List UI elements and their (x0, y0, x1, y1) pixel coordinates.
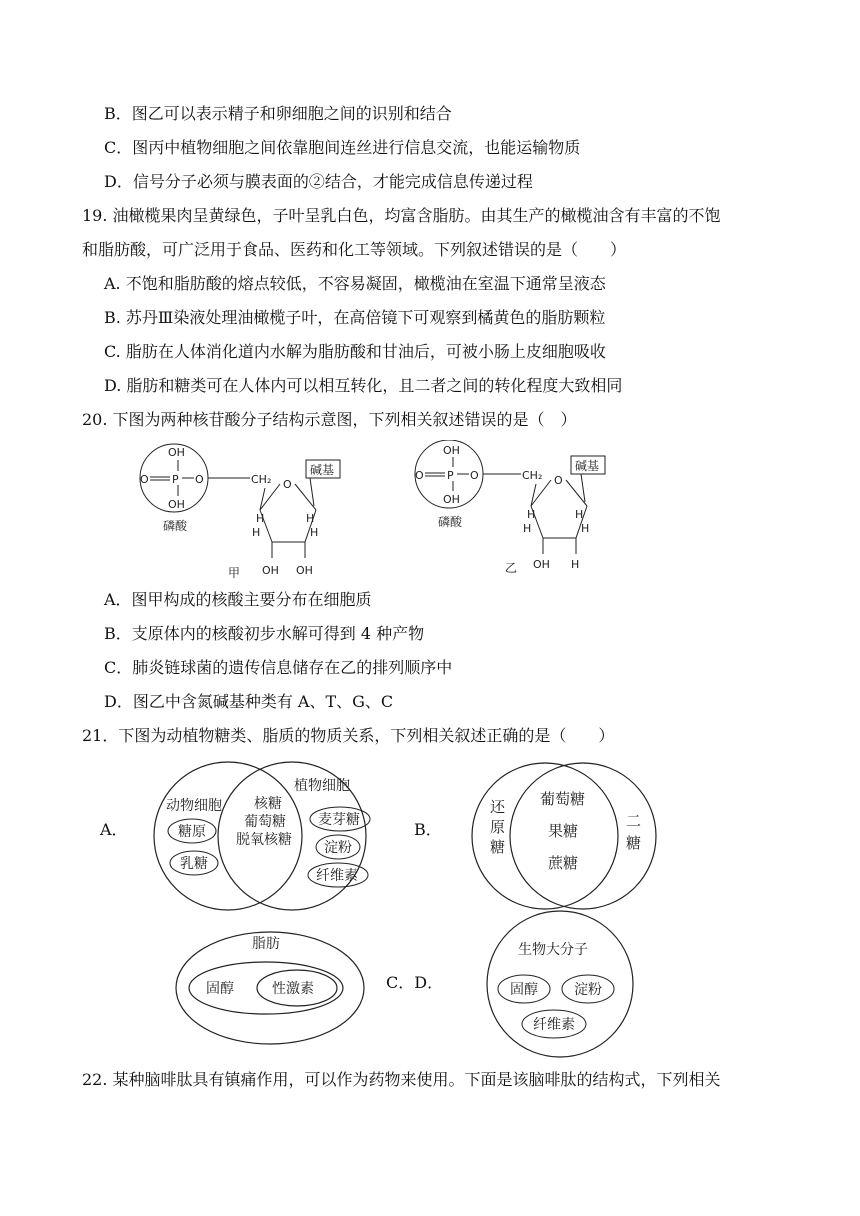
q19-option-d: D. 脂肪和糖类可在人体内可以相互转化，且二者之间的转化程度大致相同 (104, 376, 623, 395)
svg-text:H: H (575, 508, 584, 521)
q21-stem: 21．下图为动植物糖类、脂质的物质关系，下列相关叙述正确的是（ ） (82, 726, 615, 745)
svg-text:麦芽糖: 麦芽糖 (318, 812, 360, 828)
svg-text:H: H (252, 526, 261, 539)
svg-text:原: 原 (490, 818, 506, 836)
jia-label: 甲 (228, 566, 241, 580)
phosphate-o-right: O (195, 473, 204, 486)
svg-text:OH: OH (533, 558, 550, 571)
phosphate-label-yi: 磷酸 (438, 515, 463, 529)
svg-text:OH: OH (443, 493, 460, 506)
svg-text:固醇: 固醇 (510, 982, 538, 998)
q22-stem: 22. 某种脑啡肽具有镇痛作用，可以作为药物来使用。下面是该脑啡肽的结构式，下列相关 (82, 1070, 721, 1089)
nucleotide-jia (140, 444, 340, 580)
q21-b-label: B． (414, 820, 442, 839)
q19-stem-line2: 和脂肪酸，可广泛用于食品、医药和化工等领域。下列叙述错误的是（ ） (82, 240, 627, 259)
phosphate-o-left: O (140, 473, 149, 486)
svg-text:H: H (527, 508, 536, 521)
ring-o: O (283, 478, 292, 491)
animal-cell-label: 动物细胞 (166, 798, 222, 814)
q19-option-c: C. 脂肪在人体消化道内水解为脂肪酸和甘油后，可被小肠上皮细胞吸收 (104, 342, 606, 361)
q18-option-b: B．图乙可以表示精子和卵细胞之间的识别和结合 (104, 104, 452, 123)
svg-text:蔗糖: 蔗糖 (548, 854, 579, 872)
yi-label: 乙 (505, 561, 518, 575)
svg-text:OH: OH (296, 564, 313, 577)
svg-text:H: H (581, 522, 590, 535)
svg-text:生物大分子: 生物大分子 (518, 942, 588, 958)
svg-text:葡萄糖: 葡萄糖 (540, 790, 586, 808)
svg-text:OH: OH (262, 564, 279, 577)
svg-text:纤维素: 纤维素 (533, 1017, 575, 1033)
svg-text:O: O (415, 469, 424, 482)
svg-text:H: H (310, 526, 319, 539)
svg-text:还: 还 (490, 798, 506, 816)
q19-stem-line1: 19. 油橄榄果肉呈黄绿色，子叶呈乳白色，均富含脂肪。由其生产的橄榄油含有丰富的不饱 (82, 206, 721, 225)
q18-option-d: D．信号分子必须与膜表面的②结合，才能完成信息传递过程 (104, 172, 533, 191)
phosphate-oh-bottom: OH (168, 498, 185, 511)
svg-text:P: P (447, 469, 454, 482)
svg-text:核糖: 核糖 (254, 796, 282, 812)
q20-option-b: B．支原体内的核酸初步水解可得到 4 种产物 (104, 624, 425, 643)
venn-diagram-a (146, 758, 376, 916)
svg-text:CH₂: CH₂ (522, 469, 543, 482)
svg-text:二: 二 (626, 812, 642, 830)
svg-text:性激素: 性激素 (272, 981, 314, 997)
phosphate-p: P (172, 473, 179, 486)
nucleotide-yi (415, 440, 605, 575)
q20-option-a: A．图甲构成的核酸主要分布在细胞质 (104, 590, 372, 609)
q19-option-b: B. 苏丹Ⅲ染液处理油橄榄子叶，在高倍镜下可观察到橘黄色的脂肪颗粒 (104, 308, 606, 327)
svg-text:O: O (470, 469, 479, 482)
svg-text:糖原: 糖原 (178, 824, 206, 840)
svg-text:脂肪: 脂肪 (252, 936, 280, 952)
svg-text:葡萄糖: 葡萄糖 (244, 814, 286, 830)
ch2-label: CH₂ (251, 473, 272, 486)
plant-cell-label: 植物细胞 (294, 778, 350, 794)
svg-text:淀粉: 淀粉 (574, 982, 602, 998)
nested-diagram-c (172, 928, 368, 1048)
svg-text:H: H (306, 512, 315, 525)
q19-option-a: A. 不饱和脂肪酸的熔点较低，不容易凝固，橄榄油在室温下通常呈液态 (104, 274, 606, 293)
svg-text:H: H (256, 512, 265, 525)
nucleotide-diagram (130, 440, 690, 586)
svg-text:纤维素: 纤维素 (316, 868, 358, 884)
q20-stem: 20. 下图为两种核苷酸分子结构示意图，下列相关叙述错误的是（ ） (82, 410, 577, 429)
q20-option-c: C．肺炎链球菌的遗传信息储存在乙的排列顺序中 (104, 658, 453, 677)
q20-option-d: D．图乙中含氮碱基种类有 A、T、G、C (104, 692, 394, 711)
phosphate-oh-top: OH (168, 446, 185, 459)
svg-text:H: H (571, 558, 580, 571)
venn-diagram-b (470, 758, 660, 918)
q21-a-label: A． (100, 820, 128, 839)
circle-diagram-d (480, 908, 644, 1058)
svg-text:糖: 糖 (490, 838, 506, 856)
svg-text:糖: 糖 (626, 834, 642, 852)
svg-text:乳糖: 乳糖 (180, 856, 208, 872)
q18-option-c: C．图丙中植物细胞之间依靠胞间连丝进行信息交流，也能运输物质 (104, 138, 581, 157)
svg-text:脱氧核糖: 脱氧核糖 (236, 832, 292, 848)
svg-text:果糖: 果糖 (548, 822, 579, 840)
svg-text:O: O (554, 474, 563, 487)
q21-cd-label: C．D． (386, 973, 444, 992)
base-label-yi: 碱基 (575, 459, 600, 473)
svg-text:OH: OH (443, 444, 460, 457)
phosphate-label: 磷酸 (163, 519, 188, 533)
svg-text:固醇: 固醇 (206, 981, 234, 997)
svg-text:H: H (523, 522, 532, 535)
svg-text:淀粉: 淀粉 (324, 840, 352, 856)
base-label-jia: 碱基 (310, 463, 335, 477)
